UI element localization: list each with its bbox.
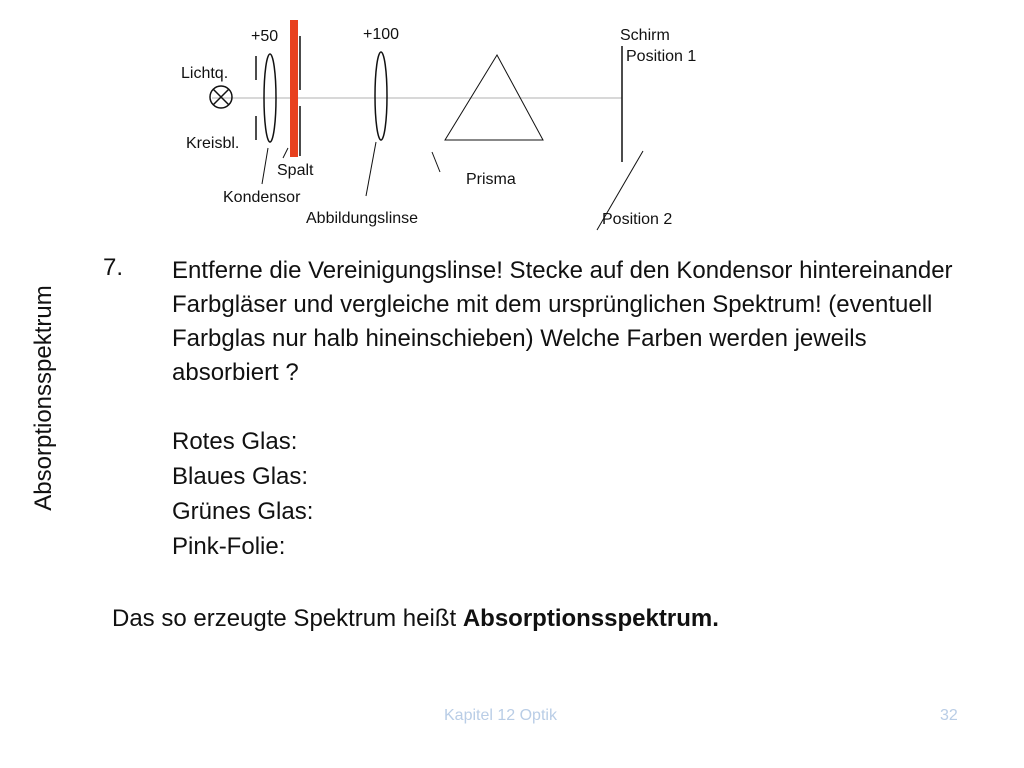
label-slit: Spalt [277,162,314,179]
label-prism: Prisma [466,171,516,188]
label-lens1-power: +50 [251,28,279,45]
label-position-2: Position 2 [602,211,673,228]
label-screen: Schirm [620,27,670,44]
summary-term: Absorptionsspektrum. [462,605,719,632]
leader-abbildungslinse [366,142,376,196]
summary-sentence [112,605,719,633]
footer-chapter: Kapitel 12 Optik [444,707,557,724]
label-lens2-power: +100 [363,26,400,43]
glass-item-red: Rotes Glas: [172,428,298,455]
glass-item-green: Grünes Glas: [172,498,314,525]
label-position-1: Position 1 [626,48,697,65]
label-light-source: Lichtq. [181,65,229,82]
leader-spalt [283,148,288,158]
task-instructions: Entferne die Vereinigungslinse! Stecke auf den Kondensor hintereinander Farbgläser und vergleiche mit dem ursprünglichen Spektrum! (eventuell Farbglas nur halb hineinschieben) Welche Farben werden jeweils absorbiert ? [172,257,953,386]
slit-bar [290,20,298,157]
footer-page-number: 32 [940,707,958,724]
label-condenser: Kondensor [223,189,301,206]
imaging-lens [375,52,387,140]
leader-kondensor [262,148,268,184]
light-source-icon [210,86,232,108]
side-title: Absorptionsspektrum [30,285,57,511]
task-number: 7. [103,254,124,281]
optics-setup-diagram [0,0,1024,240]
label-aperture: Kreisbl. [186,135,240,152]
leader-prisma [432,152,440,172]
glass-item-blue: Blaues Glas: [172,463,309,490]
glass-item-pink: Pink-Folie: [172,533,286,560]
label-imaging-lens: Abbildungslinse [306,210,419,227]
glass-list [172,424,313,564]
summary-prefix: Das so erzeugte Spektrum heißt [112,605,463,632]
